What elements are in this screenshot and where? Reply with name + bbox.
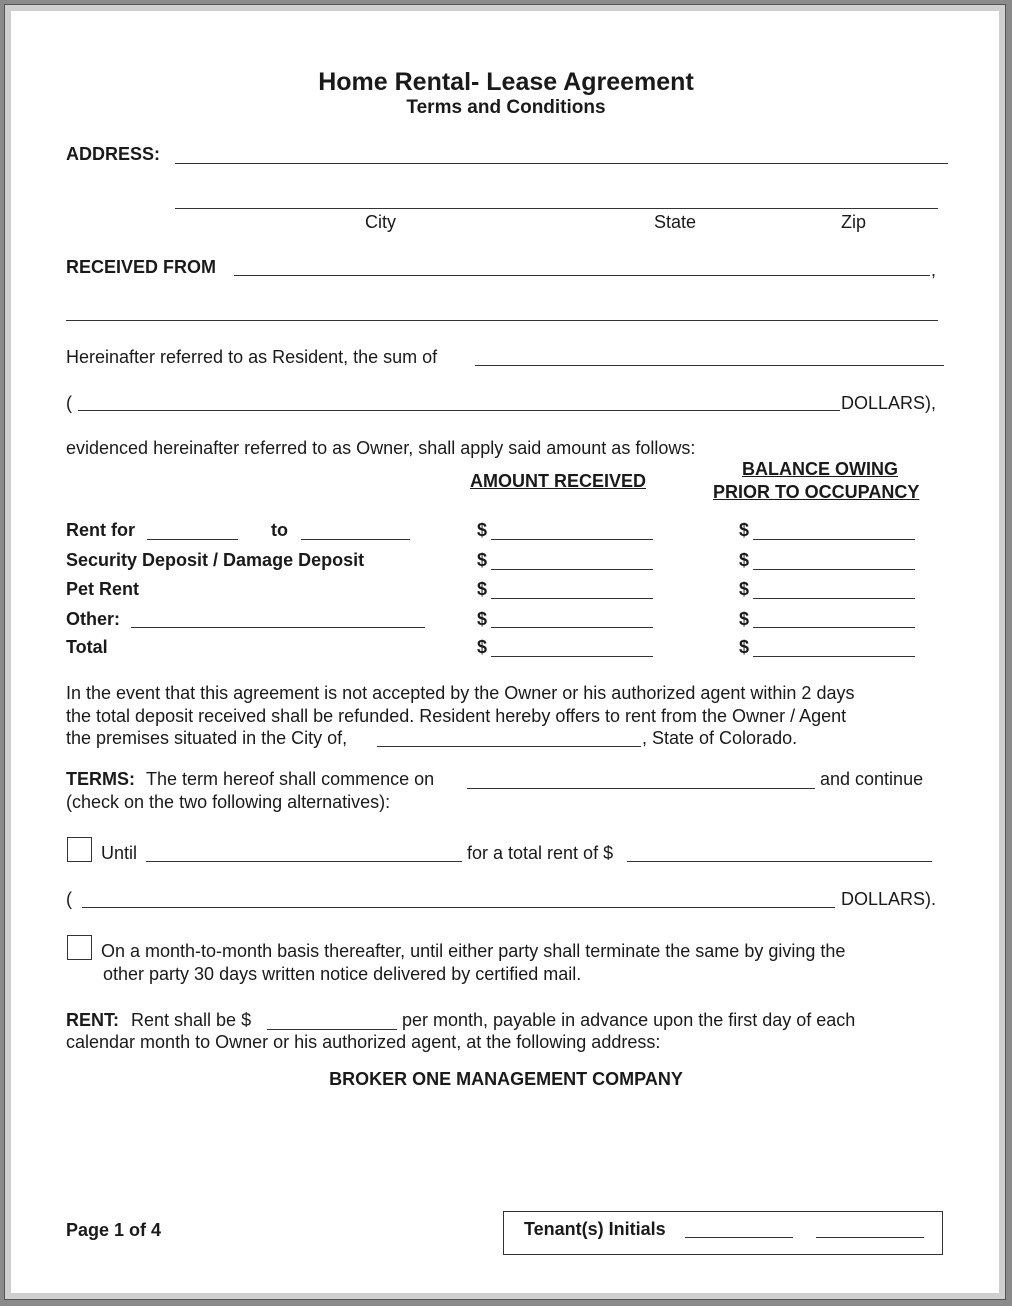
other-label: Other: bbox=[66, 609, 120, 629]
total-rent-label: for a total rent of $ bbox=[467, 843, 614, 863]
dollar-sign: $ bbox=[739, 637, 750, 657]
document-page bbox=[4, 4, 1006, 1300]
address-line-2[interactable] bbox=[175, 208, 938, 209]
event-paragraph-line-1: In the event that this agreement is not accepted by the Owner or his authorized agent within 2 days bbox=[66, 683, 855, 703]
security-deposit-label: Security Deposit / Damage Deposit bbox=[66, 550, 365, 570]
address-label: ADDRESS: bbox=[66, 144, 161, 164]
balance-owing-header: BALANCE OWING bbox=[742, 459, 898, 479]
month-to-month-text-1: On a month-to-month basis thereafter, until either party shall terminate the same by giving the bbox=[101, 941, 846, 961]
pet-balance-line[interactable] bbox=[753, 598, 915, 599]
dollars-label: DOLLARS). bbox=[841, 889, 937, 909]
and-continue-text: and continue bbox=[820, 769, 924, 789]
until-checkbox[interactable] bbox=[67, 837, 92, 862]
initials-line-2[interactable] bbox=[816, 1237, 924, 1238]
until-date-line[interactable] bbox=[146, 861, 462, 862]
other-balance-line[interactable] bbox=[753, 627, 915, 628]
other-description-line[interactable] bbox=[131, 627, 425, 628]
dollar-sign: $ bbox=[477, 550, 488, 570]
pet-rent-label: Pet Rent bbox=[66, 579, 140, 599]
owner-text: evidenced hereinafter referred to as Owner, shall apply said amount as follows: bbox=[66, 438, 696, 458]
rent-balance-line[interactable] bbox=[753, 539, 915, 540]
total-balance-line[interactable] bbox=[753, 656, 915, 657]
sum-line[interactable] bbox=[475, 365, 944, 366]
rent-text-line-2: calendar month to Owner or his authorized agent, at the following address: bbox=[66, 1032, 661, 1052]
total-amount-line[interactable] bbox=[491, 656, 653, 657]
rent-to-label: to bbox=[271, 520, 288, 540]
received-from-line-2[interactable] bbox=[66, 320, 938, 321]
alternatives-text: (check on the two following alternatives): bbox=[66, 792, 391, 812]
rent-label: RENT: bbox=[66, 1010, 119, 1030]
dollar-sign: $ bbox=[739, 609, 750, 629]
dollar-sign: $ bbox=[739, 550, 750, 570]
rent-text: Rent shall be $ bbox=[131, 1010, 252, 1030]
zip-label: Zip bbox=[841, 212, 867, 232]
dollar-sign: $ bbox=[477, 637, 488, 657]
city-of-line[interactable] bbox=[377, 746, 641, 747]
initials-label: Tenant(s) Initials bbox=[524, 1219, 666, 1239]
resident-text: Hereinafter referred to as Resident, the sum of bbox=[66, 347, 438, 367]
dollar-sign: $ bbox=[739, 579, 750, 599]
open-paren: ( bbox=[66, 889, 72, 909]
open-paren: ( bbox=[66, 393, 72, 413]
document-title: Home Rental- Lease Agreement bbox=[318, 68, 694, 96]
page-border bbox=[5, 5, 1005, 1299]
total-label: Total bbox=[66, 637, 108, 657]
received-from-line[interactable] bbox=[234, 275, 930, 276]
received-from-comma: , bbox=[931, 260, 937, 280]
state-of-colorado: , State of Colorado. bbox=[642, 728, 798, 748]
rent-for-label: Rent for bbox=[66, 520, 135, 540]
dollars-written-line[interactable] bbox=[78, 410, 840, 411]
initials-line-1[interactable] bbox=[685, 1237, 793, 1238]
event-paragraph-line-2: the total deposit received shall be refunded. Resident hereby offers to rent from the Owner / Agent bbox=[66, 706, 847, 726]
terms-text: The term hereof shall commence on bbox=[146, 769, 435, 789]
rent-text-continued: per month, payable in advance upon the first day of each bbox=[402, 1010, 856, 1030]
dollar-sign: $ bbox=[477, 579, 488, 599]
security-balance-line[interactable] bbox=[753, 569, 915, 570]
prior-to-occupancy-header: PRIOR TO OCCUPANCY bbox=[713, 482, 920, 502]
document-subtitle: Terms and Conditions bbox=[406, 97, 606, 118]
dollar-sign: $ bbox=[477, 520, 488, 540]
rent-amount-line[interactable] bbox=[491, 539, 653, 540]
rent-from-line[interactable] bbox=[147, 539, 238, 540]
total-rent-written-line[interactable] bbox=[82, 907, 835, 908]
other-amount-line[interactable] bbox=[491, 627, 653, 628]
dollar-sign: $ bbox=[477, 609, 488, 629]
dollars-label: DOLLARS), bbox=[841, 393, 937, 413]
company-name: BROKER ONE MANAGEMENT COMPANY bbox=[329, 1069, 683, 1089]
total-rent-line[interactable] bbox=[627, 861, 932, 862]
rent-to-line[interactable] bbox=[301, 539, 410, 540]
amount-received-header: AMOUNT RECEIVED bbox=[470, 471, 647, 491]
until-label: Until bbox=[101, 843, 138, 863]
event-paragraph-line-3: the premises situated in the City of, bbox=[66, 728, 348, 748]
state-label: State bbox=[654, 212, 697, 232]
monthly-rent-line[interactable] bbox=[267, 1029, 397, 1030]
received-from-label: RECEIVED FROM bbox=[66, 257, 217, 277]
address-line[interactable] bbox=[175, 163, 948, 164]
commence-date-line[interactable] bbox=[467, 788, 815, 789]
page-number: Page 1 of 4 bbox=[66, 1220, 162, 1240]
terms-label: TERMS: bbox=[66, 769, 135, 789]
dollar-sign: $ bbox=[739, 520, 750, 540]
month-to-month-checkbox[interactable] bbox=[67, 935, 92, 960]
city-label: City bbox=[365, 212, 396, 232]
security-amount-line[interactable] bbox=[491, 569, 653, 570]
pet-amount-line[interactable] bbox=[491, 598, 653, 599]
month-to-month-text-2: other party 30 days written notice delivered by certified mail. bbox=[103, 964, 582, 984]
